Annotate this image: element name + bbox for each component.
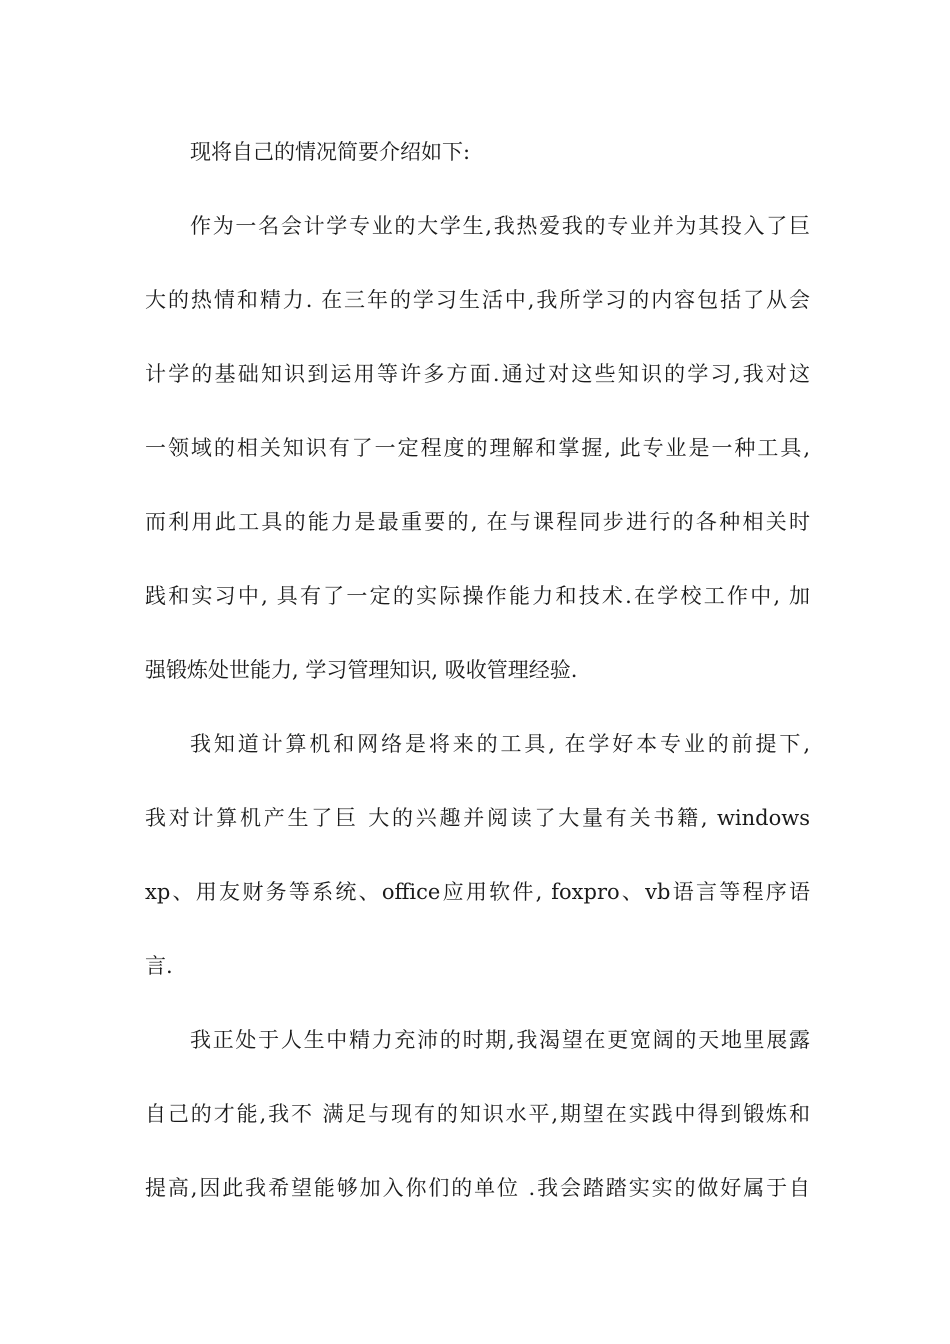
paragraph-3-line-2: 自己的才能,我不 满足与现有的知识水平,期望在实践中得到锻炼和 (145, 1102, 810, 1126)
paragraph-1-line-3: 计学的基础知识到运用等许多方面.通过对这些知识的学习,我对这 (145, 362, 810, 386)
paragraph-1-line-7: 强锻炼处世能力, 学习管理知识, 吸收管理经验. (145, 658, 578, 682)
paragraph-1-line-6: 践和实习中, 具有了一定的实际操作能力和技术.在学校工作中, 加 (145, 584, 810, 608)
paragraph-intro-line: 现将自己的情况简要介绍如下: (190, 140, 471, 164)
paragraph-2-line-1: 我知道计算机和网络是将来的工具, 在学好本专业的前提下, (190, 732, 810, 756)
paragraph-2-line-4: 言. (145, 954, 173, 978)
paragraph-1-line-4: 一领域的相关知识有了一定程度的理解和掌握, 此专业是一种工具, (145, 436, 810, 460)
paragraph-1-line-2: 大的热情和精力. 在三年的学习生活中,我所学习的内容包括了从会 (145, 288, 810, 312)
paragraph-2-line-3: xp、用友财务等系统、office应用软件, foxpro、vb语言等程序语 (145, 880, 810, 904)
paragraph-3-line-3: 提高,因此我希望能够加入你们的单位 .我会踏踏实实的做好属于自 (145, 1176, 810, 1200)
paragraph-1-line-1: 作为一名会计学专业的大学生,我热爱我的专业并为其投入了巨 (190, 214, 810, 238)
paragraph-1-line-5: 而利用此工具的能力是最重要的, 在与课程同步进行的各种相关时 (145, 510, 810, 534)
paragraph-3-line-1: 我正处于人生中精力充沛的时期,我渴望在更宽阔的天地里展露 (190, 1028, 810, 1052)
paragraph-2-line-2: 我对计算机产生了巨 大的兴趣并阅读了大量有关书籍, windows (145, 806, 810, 830)
